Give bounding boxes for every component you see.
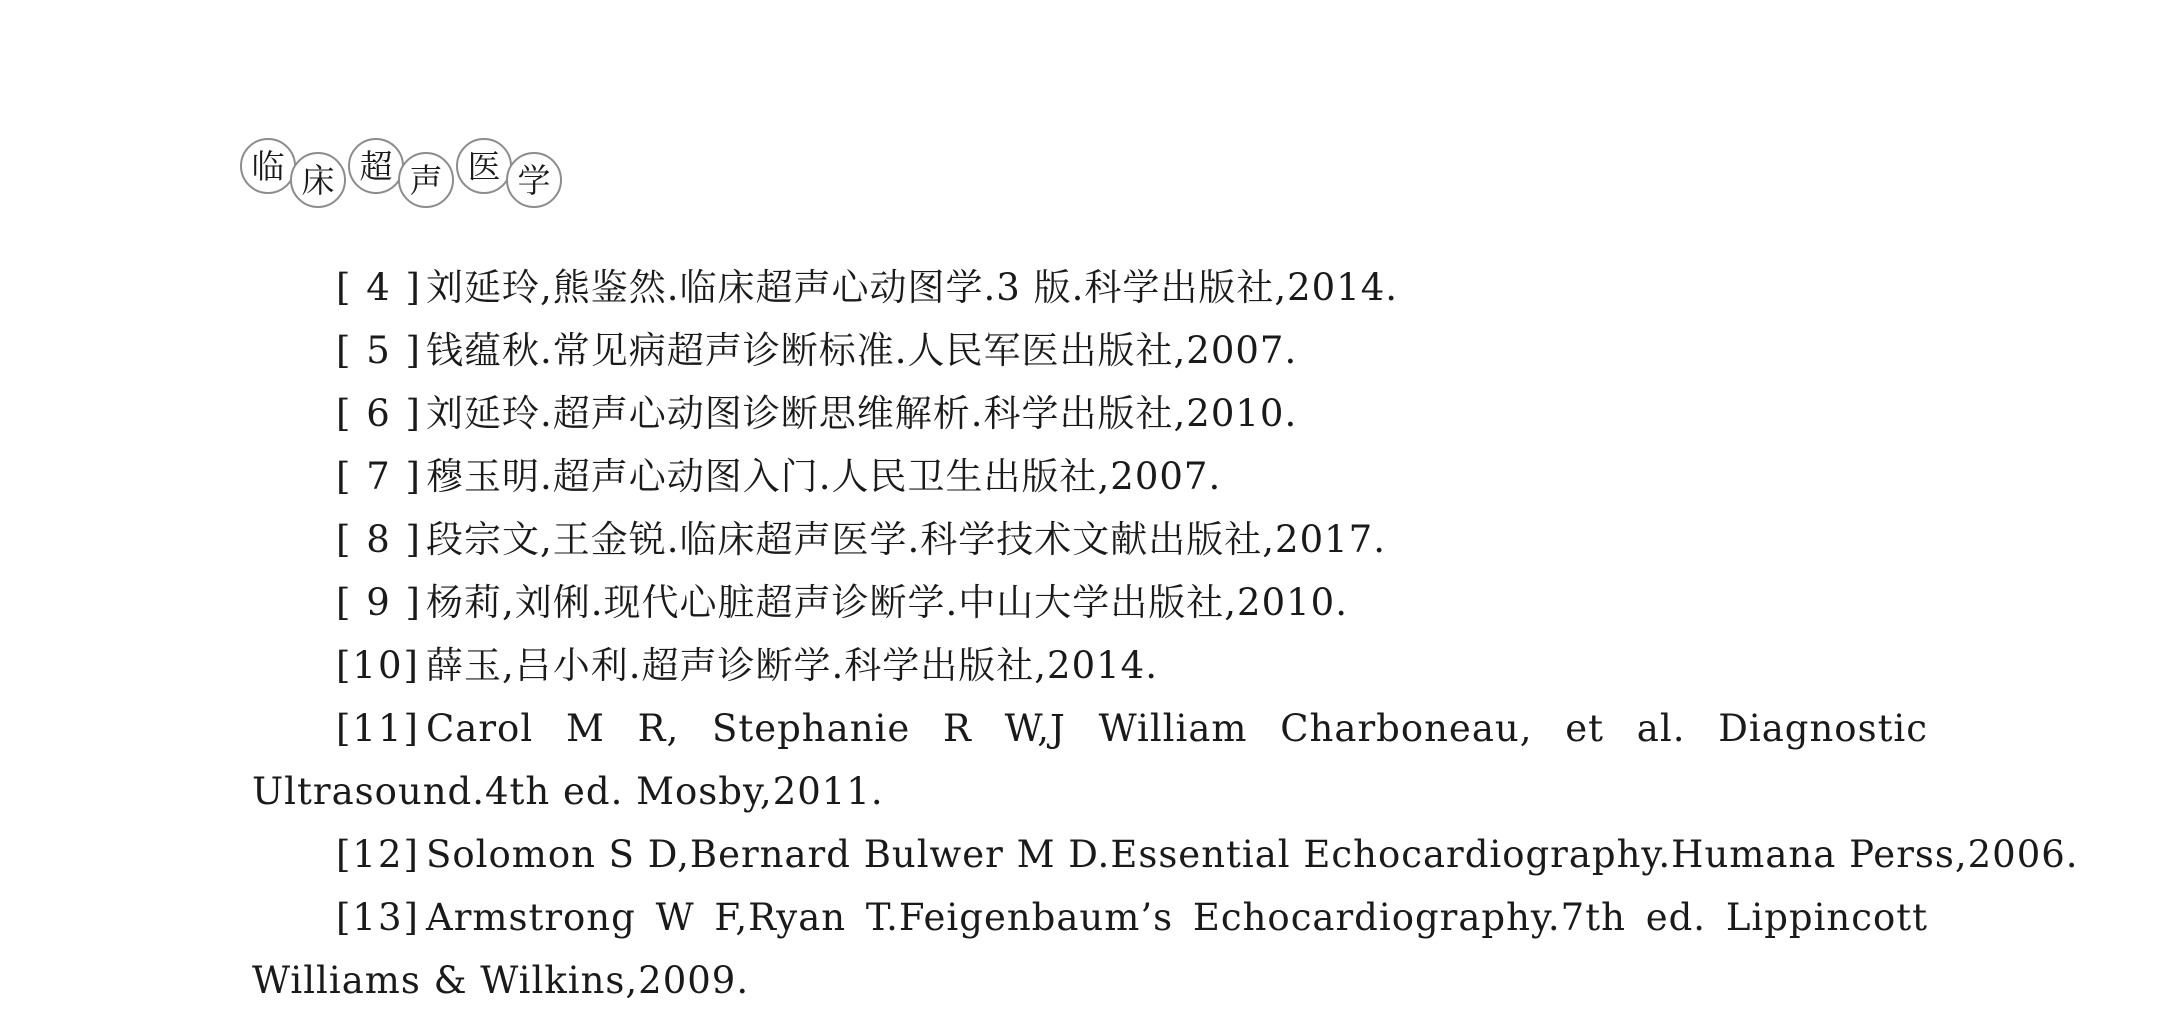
reference-text: 刘延玲.超声心动图诊断思维解析.科学出版社,2010. bbox=[426, 392, 1298, 435]
reference-number: [12] bbox=[336, 833, 420, 876]
reference-text: 薛玉,吕小利.超声诊断学.科学出版社,2014. bbox=[426, 644, 1158, 687]
reference-text: Armstrong W F,Ryan T.Feigenbaum’s Echocardiography.7th ed. Lippincott Williams & Wilkins,2009. bbox=[252, 896, 1928, 1002]
reference-text: 刘延玲,熊鉴然.临床超声心动图学.3 版.科学出版社,2014. bbox=[426, 266, 1399, 309]
reference-item bbox=[252, 508, 1928, 571]
header-char: 声 bbox=[398, 152, 454, 208]
reference-item bbox=[252, 634, 1928, 697]
reference-number: [13] bbox=[336, 896, 420, 939]
reference-number: [10] bbox=[336, 644, 420, 687]
reference-number: [ 8 ] bbox=[336, 518, 422, 561]
header-char: 学 bbox=[506, 152, 562, 208]
reference-item bbox=[252, 382, 1928, 445]
reference-item bbox=[252, 823, 2079, 886]
reference-item bbox=[252, 571, 1928, 634]
reference-list bbox=[252, 256, 2079, 1012]
reference-text: 杨莉,刘俐.现代心脏超声诊断学.中山大学出版社,2010. bbox=[426, 581, 1348, 624]
reference-item bbox=[252, 319, 1928, 382]
reference-item bbox=[252, 886, 1928, 1012]
header-char: 医 bbox=[456, 138, 512, 194]
running-header-seal bbox=[240, 138, 580, 218]
reference-text: 段宗文,王金锐.临床超声医学.科学技术文献出版社,2017. bbox=[426, 518, 1386, 561]
reference-number: [ 4 ] bbox=[336, 266, 422, 309]
reference-number: [11] bbox=[336, 707, 420, 750]
header-char: 超 bbox=[348, 138, 404, 194]
reference-number: [ 9 ] bbox=[336, 581, 422, 624]
reference-number: [ 6 ] bbox=[336, 392, 422, 435]
reference-text: Carol M R, Stephanie R W,J William Charboneau, et al. Diagnostic Ultrasound.4th ed. Mosby,2011. bbox=[252, 707, 1928, 813]
header-char: 床 bbox=[290, 152, 346, 208]
reference-item bbox=[252, 445, 1928, 508]
reference-text: 穆玉明.超声心动图入门.人民卫生出版社,2007. bbox=[426, 455, 1222, 498]
reference-text: 钱蕴秋.常见病超声诊断标准.人民军医出版社,2007. bbox=[426, 329, 1298, 372]
reference-item bbox=[252, 256, 1928, 319]
reference-item bbox=[252, 697, 1928, 823]
reference-number: [ 5 ] bbox=[336, 329, 422, 372]
reference-text: Solomon S D,Bernard Bulwer M D.Essential Echocardiography.Humana Perss,2006. bbox=[426, 833, 2079, 876]
header-char: 临 bbox=[240, 138, 296, 194]
reference-number: [ 7 ] bbox=[336, 455, 422, 498]
